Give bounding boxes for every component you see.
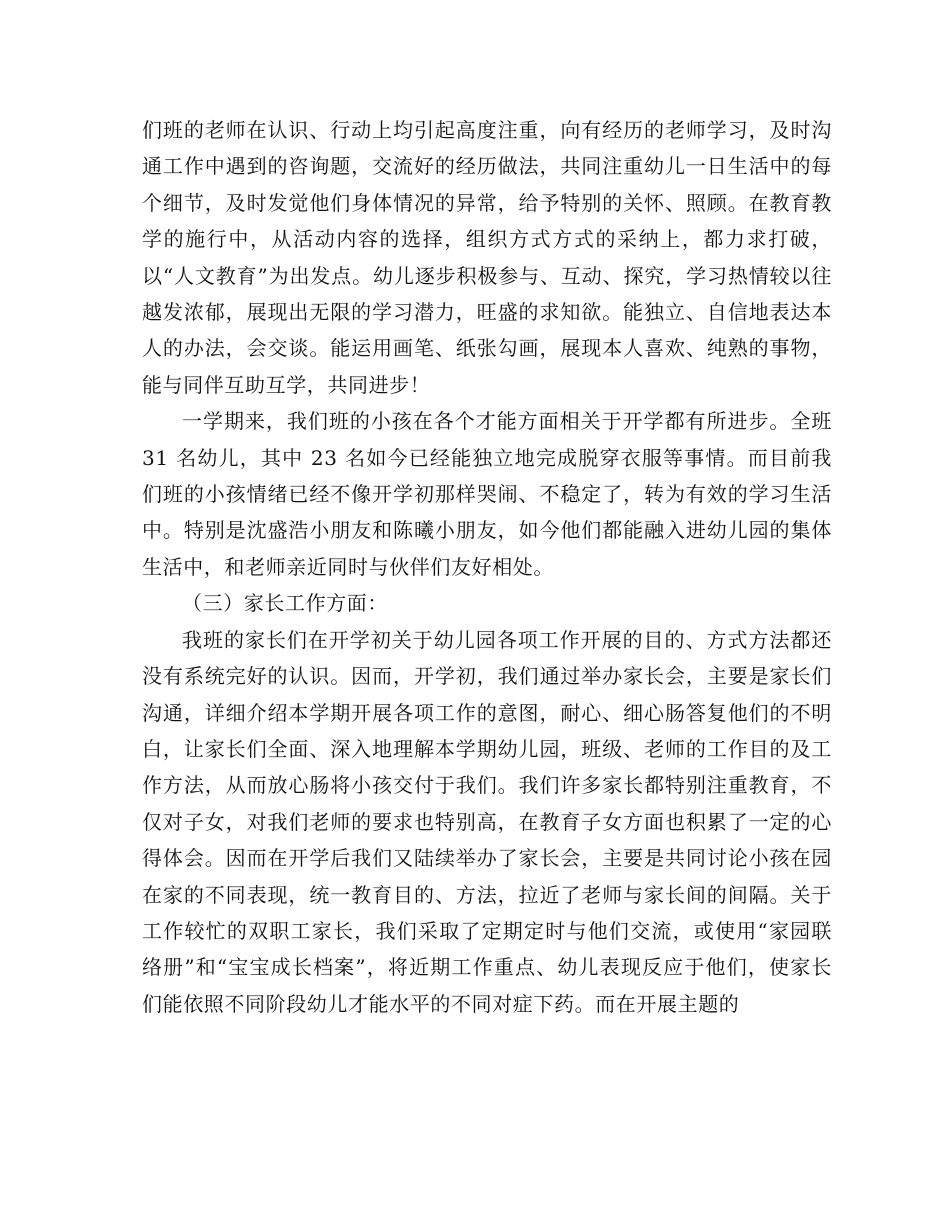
section-heading-parent-work: （三）家长工作方面： [182,591,388,616]
paragraph-continuation: 们班的老师在认识、行动上均引起高度注重，向有经历的老师学习，及时沟通工作中遇到的咨询题，交流好的经历做法，共同注重幼儿一日生活中的每个细节，及时发觉他们身体情况的异常，给予特别的关怀、照顾。在教育教学的施行中，从活动内容的选择，组织方式方式的采纳上，都力求打破，以“人文教育”为出发点。幼儿逐步积极参与、互动、探究，学习热情较以往越发浓郁，展现出无限的学习潜力，旺盛的求知欲。能独立、自信地表达本人的办法，会交谈。能运用画笔、纸张勾画，展现本人喜欢、纯熟的事物，能与同伴互助互学，共同进步！ [142,118,832,397]
paragraph-parent-work: 我班的家长们在开学初关于幼儿园各项工作开展的目的、方式方法都还没有系统完好的认识。因而，开学初，我们通过举办家长会，主要是家长们沟通，详细介绍本学期开展各项工作的意图，耐心、细心肠答复他们的不明白，让家长们全面、深入地理解本学期幼儿园，班级、老师的工作目的及工作方法，从而放心肠将小孩交付于我们。我们许多家长都特别注重教育，不仅对子女，对我们老师的要求也特别高，在教育子女方面也积累了一定的心得体会。因而在开学后我们又陆续举办了家长会，主要是共同讨论小孩在园在家的不同表现，统一教育目的、方法，拉近了老师与家长间的间隔。关于工作较忙的双职工家长，我们采取了定期定时与他们交流，或使用“家园联络册”和“宝宝成长档案”，将近期工作重点、幼儿表现反应于他们，使家长们能依照不同阶段幼儿才能水平的不同对症下药。而在开展主题的 [142,627,832,1016]
document-body [142,112,832,1022]
paragraph-progress: 一学期来，我们班的小孩在各个才能方面相关于开学都有所进步。全班 31 名幼儿，其中 23 名如今已经能独立地完成脱穿衣服等事情。而目前我们班的小孩情绪已经不像开学初那样哭闹、不稳定了，转为有效的学习生活中。特别是沈盛浩小朋友和陈曦小朋友，如今他们都能融入进幼儿园的集体生活中，和老师亲近同时与伙伴们友好相处。 [142,409,832,579]
